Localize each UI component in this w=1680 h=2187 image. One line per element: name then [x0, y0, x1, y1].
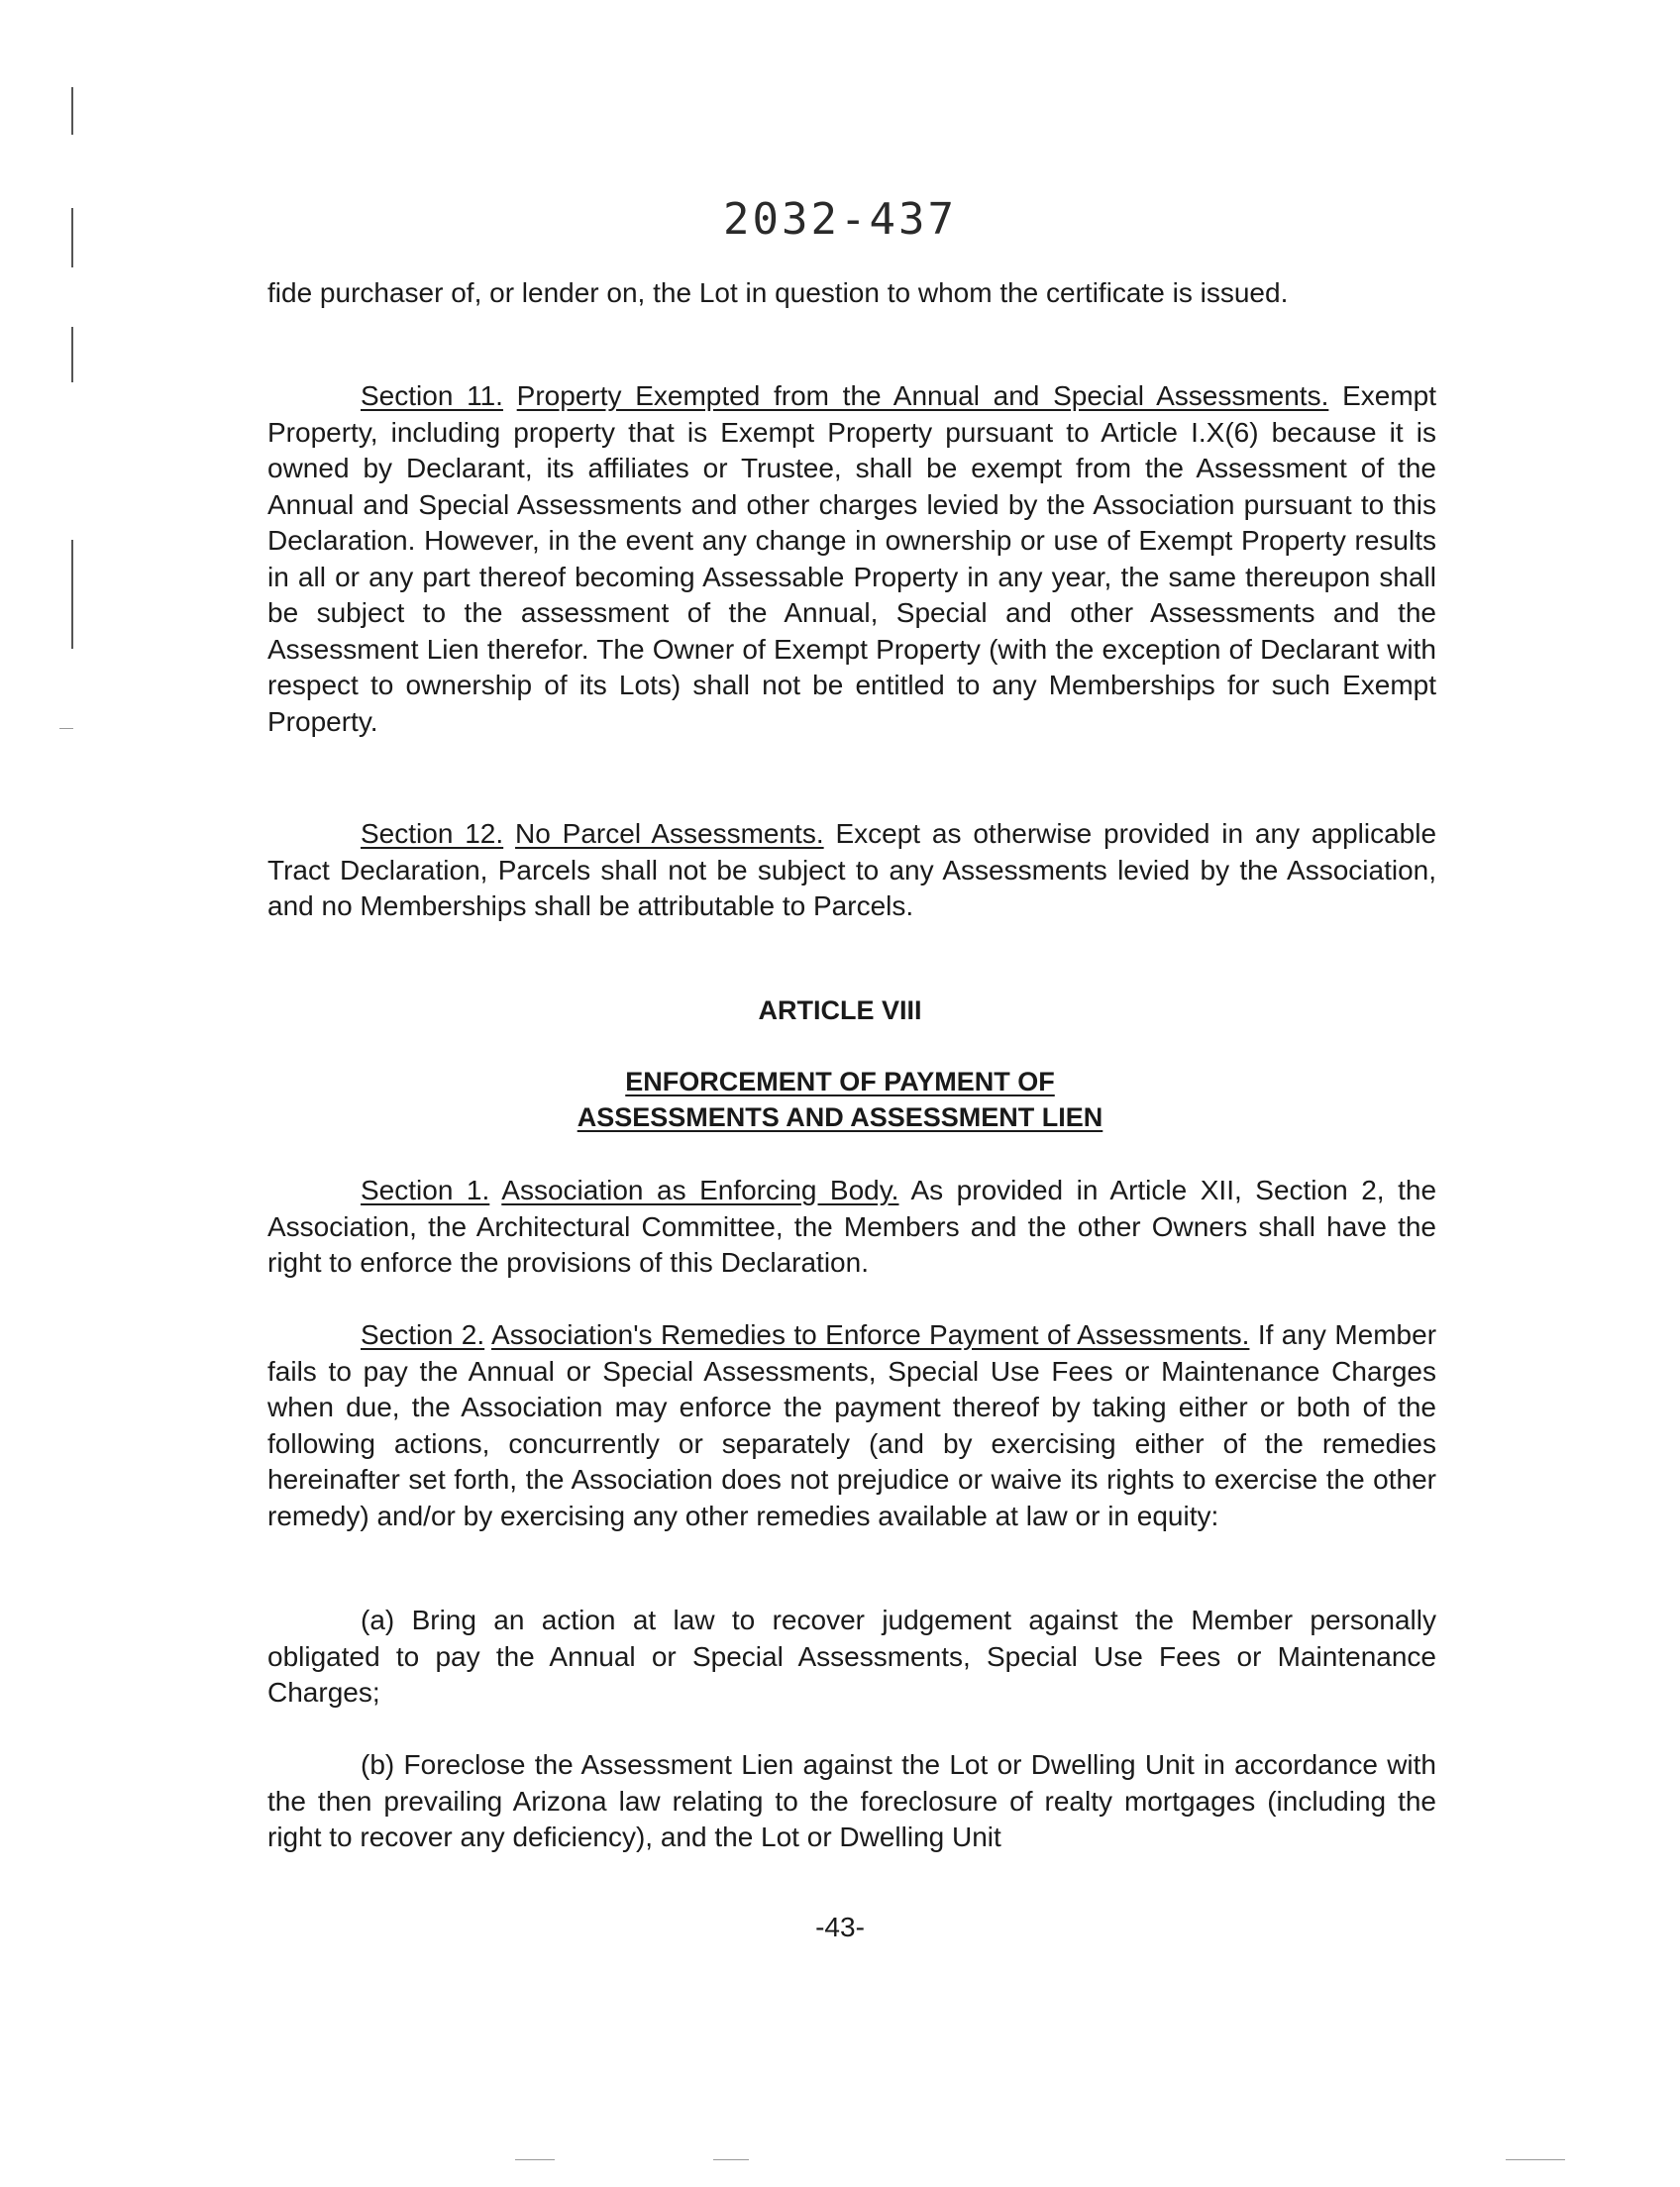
- section-11-label: Section 11.: [361, 380, 503, 411]
- article-title: [0, 1064, 1680, 1135]
- scan-margin-mark: [71, 540, 73, 649]
- section-11-title: Property Exempted from the Annual and Special Assessments.: [516, 380, 1329, 411]
- section-11-paragraph: [267, 378, 1436, 740]
- article-section-1: [267, 1173, 1436, 1282]
- item-a: [267, 1603, 1436, 1712]
- article-section-2-text: If any Member fails to pay the Annual or Special Assessments, Special Use Fees or Maintenance Charges when due, the Association may enforce the payment thereof by taking either or both of the following actions, concurrently or separately (and by exercising either of the remedies hereinafter set forth, the Association does not prejudice or waive its rights to exercise the other remedy) and/or by exercising any other remedies available at law or in equity:: [267, 1319, 1437, 1531]
- article-title-line-1: ENFORCEMENT OF PAYMENT OF: [625, 1067, 1055, 1096]
- article-section-2: [267, 1317, 1436, 1534]
- section-11-text: Exempt Property, including property that is Exempt Property pursuant to Article I.X(6) because it is owned by Declarant, its affiliates or Trustee, shall be exempt from the Assessment of the Annual and Special Assessments and other charges levied by the Association pursuant to this Declaration. However, in the event any change in ownership or use of Exempt Property results in all or any part thereof becoming Assessable Property in any year, the same thereupon shall be subject to the assessment of the Annual, Special and other Assessments and the Assessment Lien therefor. The Owner of Exempt Property (with the exception of Declarant with respect to ownership of its Lots) shall not be entitled to any Memberships for such Exempt Property.: [267, 380, 1437, 737]
- page-number: -43-: [815, 1912, 865, 1942]
- scan-speck: [515, 2159, 555, 2160]
- continuation-text: fide purchaser of, or lender on, the Lot in question to whom the certificate is issued.: [267, 277, 1289, 308]
- article-section-1-title: Association as Enforcing Body.: [501, 1175, 899, 1205]
- section-12-title: No Parcel Assessments.: [515, 818, 824, 849]
- section-12-text: Except as otherwise provided in any applicable Tract Declaration, Parcels shall not be subject to any Assessments levied by the Association, and no Memberships shall be attributable to Parcels.: [267, 818, 1437, 921]
- item-a-text: (a) Bring an action at law to recover judgement against the Member personally obligated to pay the Annual or Special Assessments, Special Use Fees or Maintenance Charges;: [267, 1605, 1436, 1708]
- article-section-2-title: Association's Remedies to Enforce Payment of Assessments.: [491, 1319, 1250, 1350]
- section-12-label: Section 12.: [361, 818, 504, 849]
- section-11: [267, 378, 1436, 740]
- article-number: ARTICLE VIII: [758, 995, 922, 1025]
- section-12-paragraph: [267, 816, 1436, 925]
- scan-speck: [713, 2159, 749, 2160]
- article-section-1-paragraph: [267, 1173, 1436, 1282]
- item-b: [267, 1747, 1436, 1856]
- section-12: [267, 816, 1436, 925]
- article-title-line-2: ASSESSMENTS AND ASSESSMENT LIEN: [577, 1102, 1103, 1132]
- scan-speck: [1506, 2159, 1565, 2160]
- scan-speck: [59, 728, 73, 729]
- continuation-paragraph: [267, 275, 1436, 312]
- article-section-2-label: Section 2.: [361, 1319, 485, 1350]
- article-section-2-paragraph: [267, 1317, 1436, 1534]
- article-section-1-label: Section 1.: [361, 1175, 490, 1205]
- recording-number: 2032-437: [723, 194, 957, 245]
- scan-margin-mark: [71, 327, 73, 382]
- article-section-1-text: As provided in Article XII, Section 2, the Association, the Architectural Committee, the Members and the other Owners shall have the right to enforce the provisions of this Declaration.: [267, 1175, 1437, 1278]
- scan-margin-mark: [71, 87, 73, 135]
- item-b-text: (b) Foreclose the Assessment Lien against the Lot or Dwelling Unit in accordance with the then prevailing Arizona law relating to the foreclosure of realty mortgages (including the right to recover any deficiency), and the Lot or Dwelling Unit: [267, 1749, 1436, 1852]
